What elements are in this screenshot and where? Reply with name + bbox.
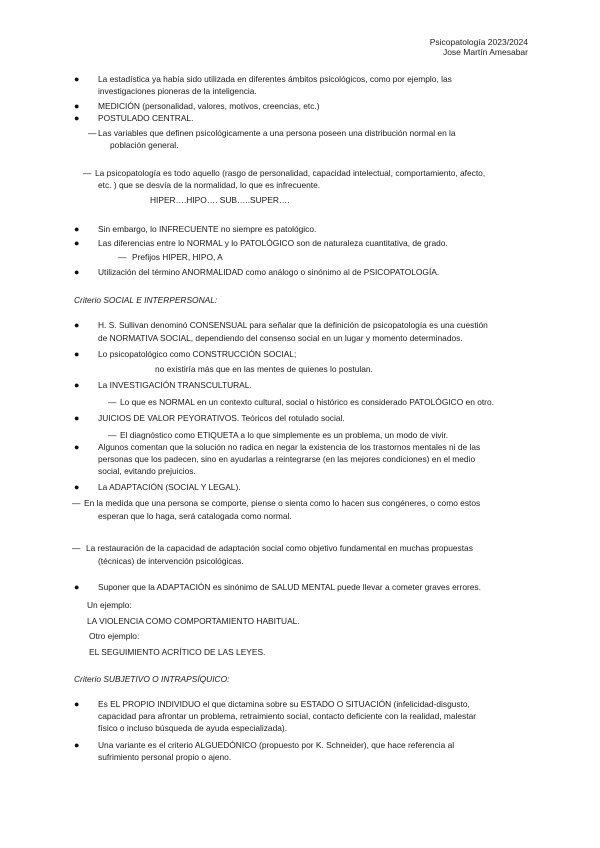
bullet: ● [74,413,80,423]
dash: — [108,430,117,440]
text-line: físico o incluso búsqueda de ayuda especializada). [98,723,288,733]
text-line: Prefijos HIPER, HIPO, A [132,252,223,262]
dash: — [108,397,117,407]
text-line: La restauración de la capacidad de adaptación social como objetivo fundamental en muchas propuestas [86,543,473,553]
text-line: MEDICIÓN (personalidad, valores, motivos, creencias, etc.) [98,101,320,111]
text-line: Algunos comentan que la solución no radica en negar la existencia de los trastornos mentales ni de las [98,442,481,452]
text-line: La psicopatología es todo aquello (rasgo de personalidad, capacidad intelectual, comportamiento, afecto, [95,168,486,178]
text-line: personas que los padecen, sino en ayudarlas a reintegrarse (en las mejores condiciones) en el medio [98,454,476,464]
page-header [430,37,528,57]
text-line: Utilización del término ANORMALIDAD como análogo o sinónimo al de PSICOPATOLOGÍA. [98,267,440,277]
text-line: Las diferencias entre lo NORMAL y lo PATOLÓGICO son de naturaleza cuantitativa, de grado. [98,238,448,248]
text-line: JUICIOS DE VALOR PEYORATIVOS. Teóricos del rotulado social. [98,413,345,423]
text-line: POSTULADO CENTRAL. [98,113,194,123]
bullet: ● [74,740,80,750]
text-line: Es EL PROPIO INDIVIDUO el que dictamina sobre su ESTADO O SITUACIÓN (infelicidad-disgusto, [98,699,470,709]
dash: — [88,128,97,138]
text-line: En la medida que una persona se comporte, piense o sienta como lo hacen sus congéneres, o como estos [84,498,481,508]
text-line: (técnicas) de intervención psicológicas. [98,556,244,566]
text-line: LA VIOLENCIA COMO COMPORTAMIENTO HABITUAL. [87,616,300,626]
bullet: ● [74,113,80,123]
dash: — [72,498,81,508]
text-line: HIPER….HIPO…. SUB…..SUPER…. [150,195,290,205]
bullet: ● [74,320,80,330]
header-course: Psicopatología 2023/2024 [429,37,528,47]
text-line: Lo que es NORMAL en un contexto cultural, social o histórico es considerado PATOLÓGICO en otro. [120,397,494,407]
text-line: etc. ) que se desvía de la normalidad, lo que es infrecuente. [98,180,321,190]
text-line: EL SEGUIMIENTO ACRÍTICO DE LAS LEYES. [89,647,266,657]
text-line: Sin embargo, lo INFRECUENTE no siempre es patológico. [98,224,317,234]
text-line: La INVESTIGACIÓN TRANSCULTURAL. [98,380,252,390]
text-line: de NORMATIVA SOCIAL, dependiendo del consenso social en un lugar y momento determinados. [98,333,463,343]
text-line: no existiría más que en las mentes de quienes lo postulan. [155,364,373,374]
text-line: Una variante es el criterio ALGUEDÓNICO (propuesto por K. Schneider), que hace referencia al [98,740,455,750]
bullet: ● [74,101,80,111]
text-line: población general. [110,140,179,150]
bullet: ● [74,699,80,709]
text-line: El diagnóstico como ETIQUETA a lo que simplemente es un problema, un modo de vivir. [120,430,449,440]
bullet: ● [74,349,80,359]
text-line: esperan que lo haga, será catalogada como normal. [98,511,292,521]
bullet: ● [74,74,80,84]
section-heading: Criterio SOCIAL E INTERPERSONAL: [74,295,218,305]
text-line: social, evitando prejuicios. [98,466,196,476]
bullet: ● [74,582,80,592]
header-author: Jose Martín Amesabar [442,47,528,57]
bullet: ● [74,238,80,248]
text-line: La ADAPTACIÓN (SOCIAL Y LEGAL). [98,482,241,492]
text-line: capacidad para afrontar un problema, retraimiento social, contacto deficiente con la realidad, malestar [98,711,477,721]
bullet: ● [74,224,80,234]
dash: — [83,168,92,178]
text-line: Un ejemplo: [87,600,132,610]
dash: — [118,252,127,262]
text-line: investigaciones pioneras de la inteligencia. [98,86,257,96]
text-line: Otro ejemplo: [89,631,140,641]
text-line: sufrimiento personal propio o ajeno. [98,752,232,762]
bullet: ● [74,380,80,390]
dash: — [72,543,81,553]
text-line: Las variables que definen psicológicamente a una persona poseen una distribución normal en la [98,128,456,138]
text-line: Suponer que la ADAPTACIÓN es sinónimo de SALUD MENTAL puede llevar a cometer graves errores. [98,582,481,592]
text-line: La estadística ya había sido utilizada en diferentes ámbitos psicológicos, como por ejemplo, las [98,74,452,84]
text-line: H. S. Sullivan denominó CONSENSUAL para señalar que la definición de psicopatología es una cuestión [98,320,488,330]
bullet: ● [74,442,80,452]
bullet: ● [74,482,80,492]
bullet: ● [74,267,80,277]
text-line: Lo psicopatológico como CONSTRUCCIÓN SOCIAL; [98,349,297,359]
section-heading: Criterio SUBJETIVO O INTRAPSÍQUICO: [74,674,230,684]
